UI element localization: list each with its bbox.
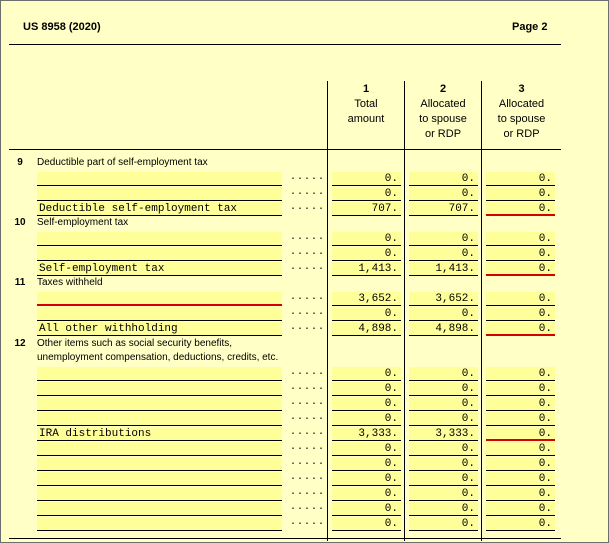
- allocated-col2-field[interactable]: 0.: [409, 487, 478, 501]
- allocated-col3-field[interactable]: 0.: [486, 202, 555, 216]
- description-field[interactable]: [37, 472, 282, 486]
- column-3-number: 3: [518, 83, 525, 95]
- description-field[interactable]: [37, 367, 282, 381]
- total-amount-field[interactable]: 0.: [332, 457, 401, 471]
- total-amount-field[interactable]: 0.: [332, 187, 401, 201]
- description-field[interactable]: [37, 247, 282, 261]
- total-amount-field[interactable]: 4,898.: [332, 322, 401, 336]
- description-field[interactable]: Deductible self-employment tax: [37, 202, 282, 216]
- total-amount-field[interactable]: 0.: [332, 382, 401, 396]
- total-amount-field[interactable]: 0.: [332, 472, 401, 486]
- allocated-col3-field[interactable]: 0.: [486, 427, 555, 441]
- table-row: [1, 457, 608, 472]
- total-amount-field[interactable]: 0.: [332, 412, 401, 426]
- allocated-col3-field[interactable]: 0.: [486, 382, 555, 396]
- leader-dots: .....: [290, 187, 326, 198]
- allocated-col2-field[interactable]: 0.: [409, 517, 478, 531]
- description-field[interactable]: All other withholding: [37, 322, 282, 336]
- leader-dots: .....: [290, 172, 326, 183]
- total-amount-field[interactable]: 0.: [332, 442, 401, 456]
- allocated-col2-field[interactable]: 0.: [409, 502, 478, 516]
- leader-dots: .....: [290, 412, 326, 423]
- allocated-col2-field[interactable]: 0.: [409, 232, 478, 246]
- total-amount-field[interactable]: 0.: [332, 517, 401, 531]
- leader-dots: .....: [290, 472, 326, 483]
- allocated-col3-field[interactable]: 0.: [486, 307, 555, 321]
- allocated-col3-field[interactable]: 0.: [486, 322, 555, 336]
- allocated-col2-field[interactable]: 3,652.: [409, 292, 478, 306]
- total-amount-field[interactable]: 3,652.: [332, 292, 401, 306]
- column-2-label-line: Allocated: [420, 98, 466, 110]
- description-field[interactable]: [37, 397, 282, 411]
- line-number-12: 12: [14, 338, 26, 349]
- leader-dots: .....: [290, 457, 326, 468]
- allocated-col2-field[interactable]: 0.: [409, 382, 478, 396]
- column-header-3: [482, 82, 561, 142]
- allocated-col2-field[interactable]: 707.: [409, 202, 478, 216]
- total-amount-field[interactable]: 707.: [332, 202, 401, 216]
- leader-dots: .....: [290, 262, 326, 273]
- column-1-label-line: amount: [347, 113, 385, 125]
- line-number-9: 9: [17, 157, 23, 168]
- column-3-label-line: Allocated: [498, 98, 545, 110]
- allocated-col3-field[interactable]: 0.: [486, 172, 555, 186]
- column-header-rule: [9, 149, 561, 150]
- allocated-col3-field[interactable]: 0.: [486, 247, 555, 261]
- description-field[interactable]: [37, 232, 282, 246]
- allocated-col2-field[interactable]: 0.: [409, 442, 478, 456]
- table-row: [1, 367, 608, 382]
- description-field[interactable]: [37, 412, 282, 426]
- line-12-title: Other items such as social security benefits,: [37, 338, 233, 349]
- table-row: [1, 232, 608, 247]
- leader-dots: .....: [290, 502, 326, 513]
- table-row: [1, 487, 608, 502]
- allocated-col3-field[interactable]: 0.: [486, 457, 555, 471]
- column-2-label-line: to spouse: [419, 113, 467, 125]
- table-row: [1, 442, 608, 457]
- table-row: [1, 247, 608, 262]
- allocated-col2-field[interactable]: 4,898.: [409, 322, 478, 336]
- table-row: [1, 187, 608, 202]
- description-field[interactable]: [37, 172, 282, 186]
- allocated-col2-field[interactable]: 0.: [409, 412, 478, 426]
- allocated-col2-field[interactable]: 0.: [409, 367, 478, 381]
- description-field[interactable]: [37, 307, 282, 321]
- total-amount-field[interactable]: 3,333.: [332, 427, 401, 441]
- table-row: [1, 382, 608, 397]
- table-row: [1, 292, 608, 307]
- leader-dots: .....: [290, 322, 326, 333]
- column-1-label-line: Total: [354, 98, 378, 110]
- form-id: US 8958 (2020): [23, 21, 101, 33]
- allocated-col2-field[interactable]: 0.: [409, 457, 478, 471]
- page-label: Page 2: [512, 21, 548, 33]
- table-row: [1, 322, 608, 337]
- allocated-col3-field[interactable]: 0.: [486, 442, 555, 456]
- total-amount-field[interactable]: 0.: [332, 367, 401, 381]
- allocated-col2-field[interactable]: 1,413.: [409, 262, 478, 276]
- allocated-col3-field[interactable]: 0.: [486, 262, 555, 276]
- allocated-col3-field[interactable]: 0.: [486, 472, 555, 486]
- table-row: [1, 262, 608, 277]
- column-3-label-line: to spouse: [497, 113, 546, 125]
- allocated-col2-field[interactable]: 3,333.: [409, 427, 478, 441]
- allocated-col2-field[interactable]: 0.: [409, 472, 478, 486]
- leader-dots: .....: [290, 442, 326, 453]
- allocated-col3-field[interactable]: 0.: [486, 397, 555, 411]
- leader-dots: .....: [290, 382, 326, 393]
- total-amount-field[interactable]: 0.: [332, 247, 401, 261]
- column-header-2: [405, 82, 481, 142]
- description-field[interactable]: IRA distributions: [37, 427, 282, 441]
- allocated-col3-field[interactable]: 0.: [486, 487, 555, 501]
- allocated-col2-field[interactable]: 0.: [409, 397, 478, 411]
- table-row: [1, 397, 608, 412]
- description-field[interactable]: [37, 457, 282, 471]
- description-field[interactable]: [37, 502, 282, 516]
- table-row: [1, 517, 608, 532]
- description-field[interactable]: [37, 187, 282, 201]
- allocated-col2-field[interactable]: 0.: [409, 307, 478, 321]
- table-row: [1, 307, 608, 322]
- leader-dots: .....: [290, 517, 326, 528]
- allocated-col3-field[interactable]: 0.: [486, 502, 555, 516]
- table-row: [1, 202, 608, 217]
- leader-dots: .....: [290, 202, 326, 213]
- footer-rule: [9, 538, 561, 539]
- line-11-title: Taxes withheld: [37, 277, 103, 288]
- line-number-10: 10: [14, 217, 26, 228]
- table-row: [1, 427, 608, 442]
- total-amount-field[interactable]: 0.: [332, 487, 401, 501]
- column-2-number: 2: [439, 83, 447, 95]
- leader-dots: .....: [290, 427, 326, 438]
- header-rule: [9, 44, 561, 45]
- allocated-col3-field[interactable]: 0.: [486, 517, 555, 531]
- leader-dots: .....: [290, 307, 326, 318]
- leader-dots: .....: [290, 367, 326, 378]
- leader-dots: .....: [290, 247, 326, 258]
- total-amount-field[interactable]: 0.: [332, 307, 401, 321]
- allocated-col3-field[interactable]: 0.: [486, 367, 555, 381]
- leader-dots: .....: [290, 397, 326, 408]
- leader-dots: .....: [290, 487, 326, 498]
- line-12-title-cont: unemployment compensation, deductions, credits, etc.: [37, 352, 279, 363]
- allocated-col3-field[interactable]: 0.: [486, 232, 555, 246]
- total-amount-field[interactable]: 0.: [332, 232, 401, 246]
- column-1-number: 1: [362, 83, 370, 95]
- leader-dots: .....: [290, 232, 326, 243]
- column-header-1: [328, 82, 404, 127]
- description-field[interactable]: Self-employment tax: [37, 262, 282, 276]
- line-9-title: Deductible part of self-employment tax: [37, 157, 208, 168]
- total-amount-field[interactable]: 0.: [332, 397, 401, 411]
- allocated-col2-field[interactable]: 0.: [409, 247, 478, 261]
- table-row: [1, 502, 608, 517]
- line-10-title: Self-employment tax: [37, 217, 129, 228]
- allocated-col3-field[interactable]: 0.: [486, 187, 555, 201]
- table-row: [1, 472, 608, 487]
- description-field[interactable]: [37, 382, 282, 396]
- total-amount-field[interactable]: 0.: [332, 172, 401, 186]
- description-field[interactable]: [37, 292, 282, 306]
- allocated-col3-field[interactable]: 0.: [486, 412, 555, 426]
- description-field[interactable]: [37, 442, 282, 456]
- total-amount-field[interactable]: 1,413.: [332, 262, 401, 276]
- table-row: [1, 172, 608, 187]
- column-3-label-line: or RDP: [503, 128, 540, 140]
- description-field[interactable]: [37, 517, 282, 531]
- allocated-col2-field[interactable]: 0.: [409, 172, 478, 186]
- column-2-label-line: or RDP: [424, 128, 462, 140]
- total-amount-field[interactable]: 0.: [332, 502, 401, 516]
- line-number-11: 11: [14, 277, 26, 288]
- allocated-col3-field[interactable]: 0.: [486, 292, 555, 306]
- allocated-col2-field[interactable]: 0.: [409, 187, 478, 201]
- description-field[interactable]: [37, 487, 282, 501]
- table-row: [1, 412, 608, 427]
- leader-dots: .....: [290, 292, 326, 303]
